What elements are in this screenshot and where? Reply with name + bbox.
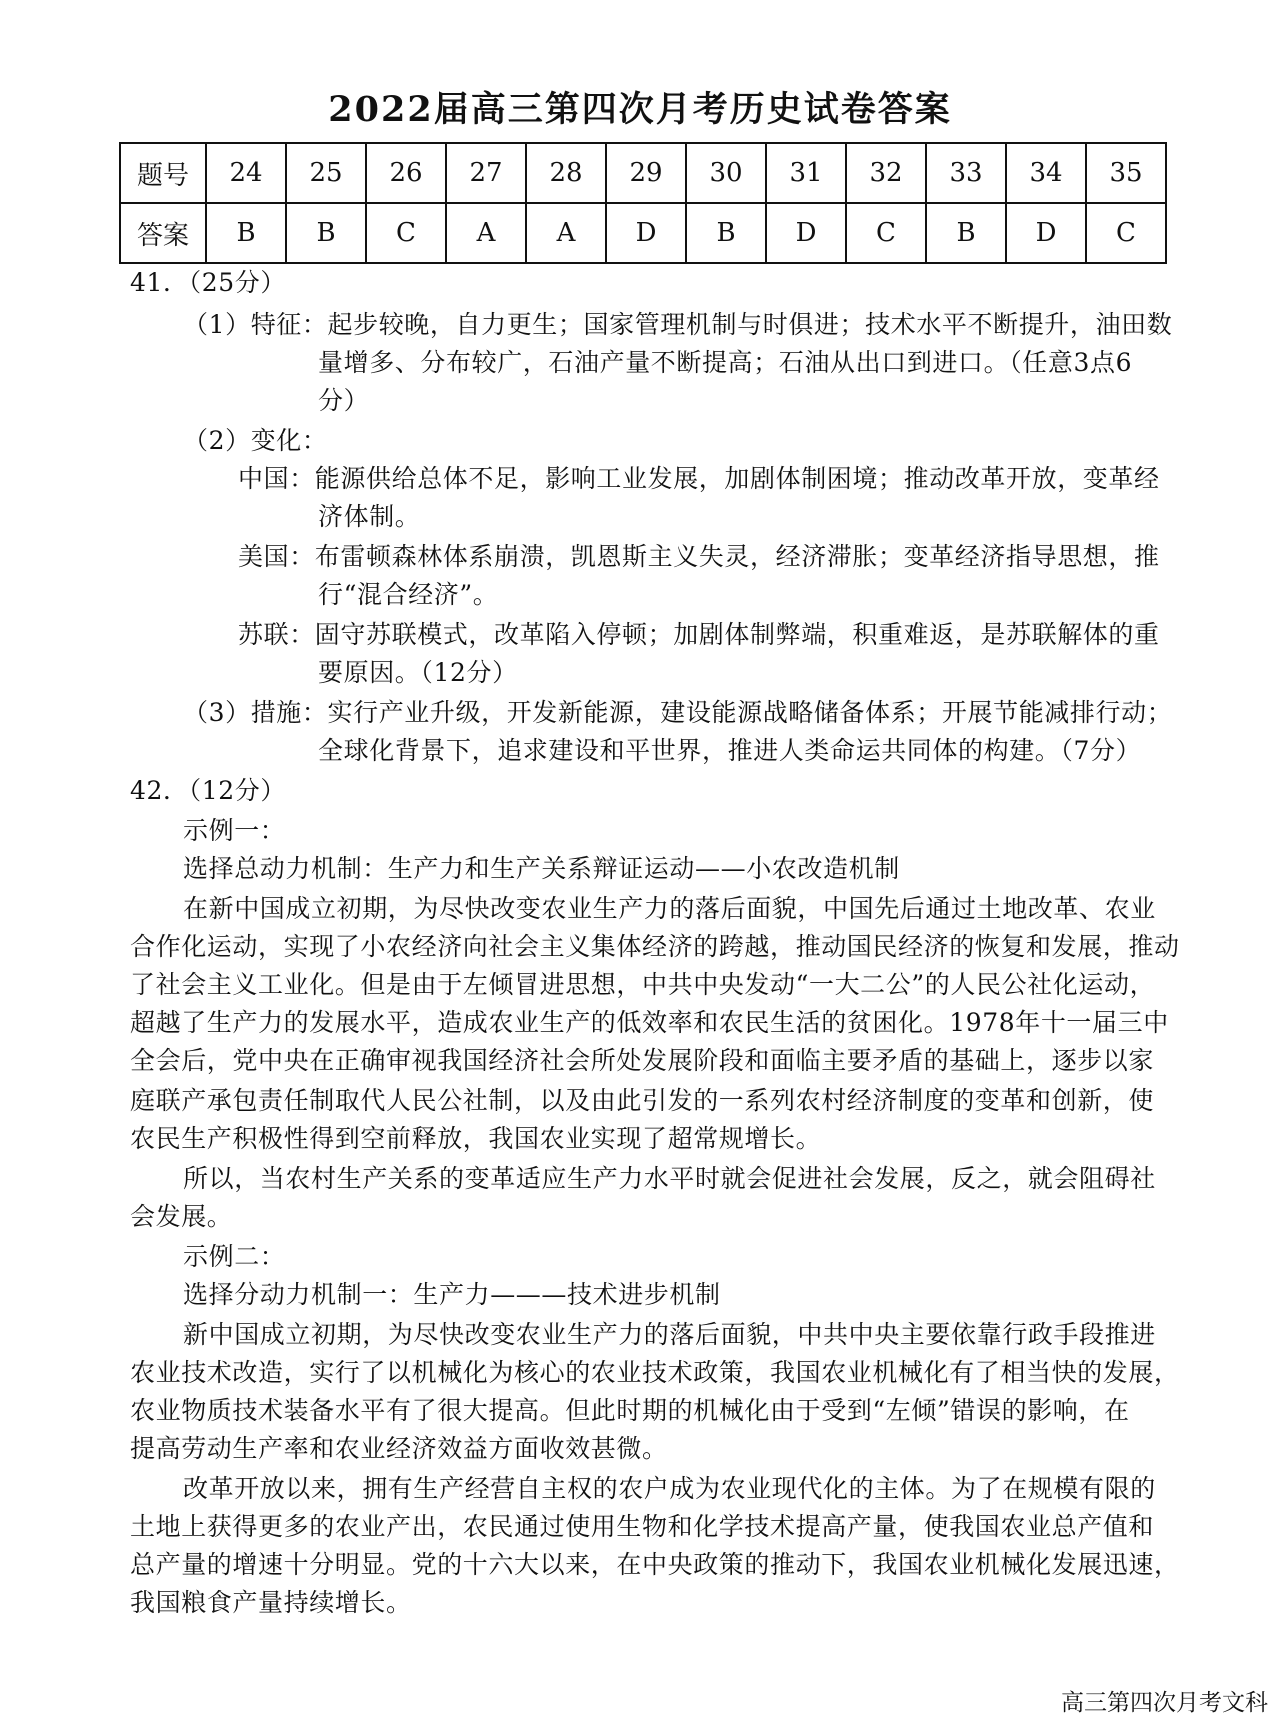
question-number: 26	[366, 143, 446, 203]
q41-part1-line: 分）	[318, 386, 370, 415]
q41-usa-line: 行“混合经济”。	[318, 580, 499, 609]
q41-part2-heading: （2）变化：	[183, 426, 328, 455]
question-number: 31	[766, 143, 846, 203]
question-number: 32	[846, 143, 926, 203]
q41-ussr-line: 苏联：固守苏联模式，改革陷入停顿；加剧体制弊端，积重难返，是苏联解体的重	[238, 620, 1160, 649]
example-1-subtitle: 选择总动力机制：生产力和生产关系辩证运动——小农改造机制	[183, 854, 900, 883]
question-number: 24	[206, 143, 286, 203]
example-2-paragraph-line: 土地上获得更多的农业产出，农民通过使用生物和化学技术提高产量，使我国农业总产值和	[130, 1512, 1155, 1541]
answer-cell: C	[366, 203, 446, 263]
question-number: 28	[526, 143, 606, 203]
answer-cell: D	[766, 203, 846, 263]
question-number: 35	[1086, 143, 1166, 203]
question-41-heading: 41．（25分）	[130, 268, 286, 297]
answer-cell: D	[1006, 203, 1086, 263]
q41-china-line: 中国：能源供给总体不足，影响工业发展，加剧体制困境；推动改革开放，变革经	[238, 464, 1160, 493]
example-2-paragraph-line: 总产量的增速十分明显。党的十六大以来，在中央政策的推动下，我国农业机械化发展迅速，	[130, 1550, 1180, 1579]
answer-cell: D	[606, 203, 686, 263]
question-number: 30	[686, 143, 766, 203]
example-1-heading: 示例一：	[183, 816, 286, 845]
example-2-paragraph-line: 农业物质技术装备水平有了很大提高。但此时期的机械化由于受到“左倾”错误的影响，在	[130, 1396, 1130, 1425]
q41-part1-line: （1）特征：起步较晚，自力更生；国家管理机制与时俱进；技术水平不断提升，油田数	[183, 310, 1173, 339]
q41-part3-line: 全球化背景下，追求建设和平世界，推进人类命运共同体的构建。（7分）	[318, 736, 1142, 765]
question-42-heading: 42．（12分）	[130, 776, 286, 805]
question-number: 34	[1006, 143, 1086, 203]
answer-cell: B	[926, 203, 1006, 263]
q41-ussr-line: 要原因。（12分）	[318, 658, 518, 687]
example-1-paragraph-line: 在新中国成立初期，为尽快改变农业生产力的落后面貌，中国先后通过土地改革、农业	[183, 894, 1156, 923]
example-2-paragraph-line: 我国粮食产量持续增长。	[130, 1588, 412, 1617]
example-2-heading: 示例二：	[183, 1242, 286, 1271]
row-header-question: 题号	[120, 143, 206, 203]
answer-cell: B	[206, 203, 286, 263]
q41-part1-line: 量增多、分布较广，石油产量不断提高；石油从出口到进口。（任意3点6	[318, 348, 1133, 377]
question-number: 33	[926, 143, 1006, 203]
example-2-paragraph-line: 新中国成立初期，为尽快改变农业生产力的落后面貌，中共中央主要依靠行政手段推进	[183, 1320, 1156, 1349]
answer-cell: A	[526, 203, 606, 263]
answer-cell: B	[686, 203, 766, 263]
example-1-conclusion-line: 所以，当农村生产关系的变革适应生产力水平时就会促进社会发展，反之，就会阻碍社	[183, 1164, 1156, 1193]
question-number-row	[120, 143, 1166, 203]
q41-part3-line: （3）措施：实行产业升级，开发新能源，建设能源战略储备体系；开展节能减排行动；	[183, 698, 1173, 727]
page-title: 2022届高三第四次月考历史试卷答案	[328, 89, 952, 130]
example-1-paragraph-line: 了社会主义工业化。但是由于左倾冒进思想，中共中央发动“一大二公”的人民公社化运动，	[130, 970, 1156, 999]
example-1-paragraph-line: 农民生产积极性得到空前释放，我国农业实现了超常规增长。	[130, 1124, 822, 1153]
example-1-paragraph-line: 庭联产承包责任制取代人民公社制，以及由此引发的一系列农村经济制度的变革和创新，使	[130, 1086, 1155, 1115]
question-number: 27	[446, 143, 526, 203]
answer-cell: A	[446, 203, 526, 263]
answer-row	[120, 203, 1166, 263]
answer-table	[119, 142, 1167, 264]
answer-cell: C	[846, 203, 926, 263]
example-2-paragraph-line: 提高劳动生产率和农业经济效益方面收效甚微。	[130, 1434, 668, 1463]
row-header-answer: 答案	[120, 203, 206, 263]
example-1-paragraph-line: 超越了生产力的发展水平，造成农业生产的低效率和农民生活的贫困化。1978年十一届三中	[130, 1008, 1169, 1037]
example-2-subtitle: 选择分动力机制一：生产力———技术进步机制	[183, 1280, 721, 1309]
answer-cell: C	[1086, 203, 1166, 263]
example-1-conclusion-line: 会发展。	[130, 1202, 233, 1231]
example-1-paragraph-line: 全会后，党中央在正确审视我国经济社会所处发展阶段和面临主要矛盾的基础上，逐步以家	[130, 1046, 1155, 1075]
example-2-paragraph-line: 改革开放以来，拥有生产经营自主权的农户成为农业现代化的主体。为了在规模有限的	[183, 1474, 1156, 1503]
answer-cell: B	[286, 203, 366, 263]
q41-china-line: 济体制。	[318, 502, 421, 531]
question-number: 29	[606, 143, 686, 203]
q41-usa-line: 美国：布雷顿森林体系崩溃，凯恩斯主义失灵，经济滞胀；变革经济指导思想，推	[238, 542, 1160, 571]
question-number: 25	[286, 143, 366, 203]
page-footer: 高三第四次月考文科	[1061, 1690, 1268, 1716]
example-2-paragraph-line: 农业技术改造，实行了以机械化为核心的农业技术政策，我国农业机械化有了相当快的发展，	[130, 1358, 1180, 1387]
example-1-paragraph-line: 合作化运动，实现了小农经济向社会主义集体经济的跨越，推动国民经济的恢复和发展，推动	[130, 932, 1180, 961]
